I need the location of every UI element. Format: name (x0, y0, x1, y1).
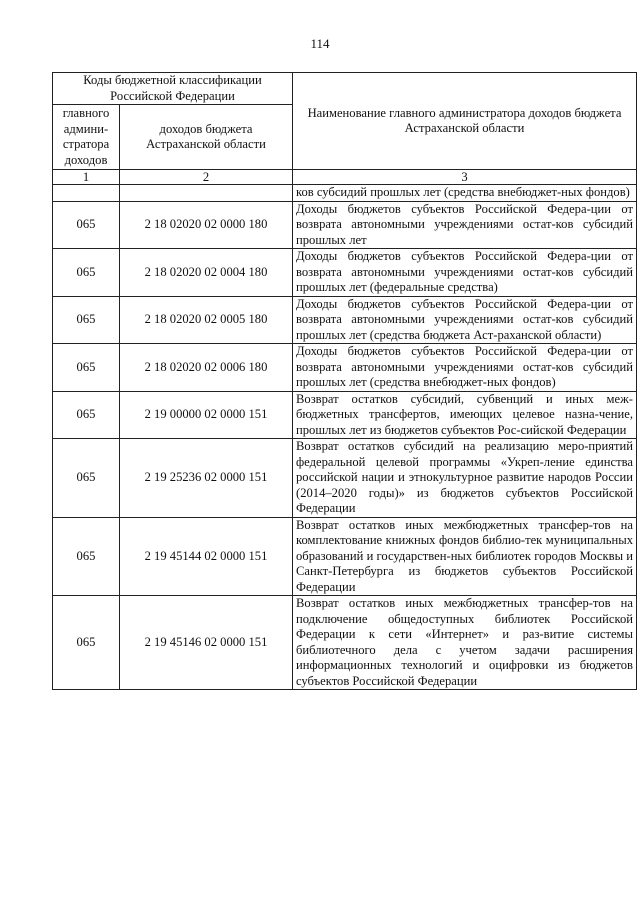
column-number: 2 (120, 170, 293, 185)
name-cell: Возврат остатков субсидий на реализацию меро-приятий федеральной целевой программы «Укреп-ление единства российской нации и этнокультурное развитие народов России (2014–2020 годы)» из бюджетов субъектов Российской Федерации (293, 439, 637, 518)
name-cell: ков субсидий прошлых лет (средства внебюджет-ных фондов) (293, 185, 637, 202)
admin-code-cell (53, 185, 120, 202)
column-numbers-row (53, 170, 637, 185)
budget-code-cell: 2 19 45144 02 0000 151 (120, 517, 293, 596)
budget-classification-table (52, 72, 637, 690)
budget-code-cell: 2 18 02020 02 0000 180 (120, 201, 293, 249)
name-cell: Доходы бюджетов субъектов Российской Федера-ции от возврата автономными учреждениями остат-ков субсидий прошлых лет (средства бюджета Аст-раханской области) (293, 296, 637, 344)
budget-code-cell: 2 18 02020 02 0006 180 (120, 344, 293, 392)
admin-code-cell: 065 (53, 296, 120, 344)
header-codes-group: Коды бюджетной классификации Российской Федерации (53, 73, 293, 105)
budget-code-cell: 2 18 02020 02 0004 180 (120, 249, 293, 297)
name-cell: Возврат остатков иных межбюджетных трансфер-тов на комплектование книжных фондов библио-тек муниципальных образований и государствен-ных библиотек городов Москвы и Санкт-Петербурга из бюджетов субъектов Российской Федерации (293, 517, 637, 596)
table-row (53, 201, 637, 249)
header-admin-column: главного админи-стратора доходов (53, 105, 120, 170)
budget-code-cell: 2 19 45146 02 0000 151 (120, 596, 293, 690)
name-cell: Доходы бюджетов субъектов Российской Федера-ции от возврата автономными учреждениями остат-ков субсидий прошлых лет (293, 201, 637, 249)
table-row (53, 185, 637, 202)
budget-code-cell: 2 19 00000 02 0000 151 (120, 391, 293, 439)
column-number: 3 (293, 170, 637, 185)
admin-code-cell: 065 (53, 249, 120, 297)
admin-code-cell: 065 (53, 344, 120, 392)
table-row (53, 296, 637, 344)
table-row (53, 391, 637, 439)
budget-code-cell: 2 19 25236 02 0000 151 (120, 439, 293, 518)
column-number: 1 (53, 170, 120, 185)
table-row (53, 596, 637, 690)
admin-code-cell: 065 (53, 596, 120, 690)
admin-code-cell: 065 (53, 517, 120, 596)
name-cell: Доходы бюджетов субъектов Российской Федера-ции от возврата автономными учреждениями остат-ков субсидий прошлых лет (средства внебюджет-ных фондов) (293, 344, 637, 392)
table-row (53, 249, 637, 297)
table-header (53, 73, 637, 185)
page-number: 114 (310, 36, 330, 51)
header-code-column: доходов бюджета Астраханской области (120, 105, 293, 170)
table-row (53, 344, 637, 392)
header-name-column: Наименование главного администратора доходов бюджета Астраханской области (293, 73, 637, 170)
name-cell: Доходы бюджетов субъектов Российской Федера-ции от возврата автономными учреждениями остат-ков субсидий прошлых лет (федеральные средства) (293, 249, 637, 297)
admin-code-cell: 065 (53, 439, 120, 518)
table-row (53, 439, 637, 518)
budget-code-cell: 2 18 02020 02 0005 180 (120, 296, 293, 344)
admin-code-cell: 065 (53, 201, 120, 249)
name-cell: Возврат остатков субсидий, субвенций и иных меж-бюджетных трансфертов, имеющих целевое назна-чение, прошлых лет из бюджетов субъектов Рос-сийской Федерации (293, 391, 637, 439)
budget-code-cell (120, 185, 293, 202)
admin-code-cell: 065 (53, 391, 120, 439)
name-cell: Возврат остатков иных межбюджетных трансфер-тов на подключение общедоступных библиотек Российской Федерации к сети «Интернет» и раз-витие системы библиотечного дела с учетом задачи расширения информационных технологий и оцифровки из бюджетов субъектов Российской Федерации (293, 596, 637, 690)
table-row (53, 517, 637, 596)
